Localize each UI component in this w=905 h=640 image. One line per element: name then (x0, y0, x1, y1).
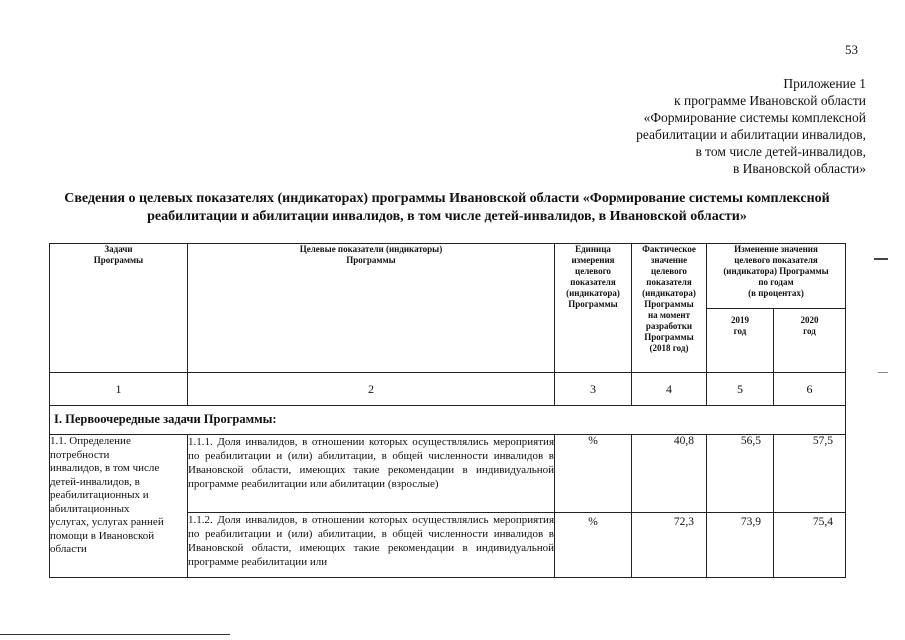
column-number-row (50, 373, 846, 406)
document-title (28, 190, 866, 226)
unit-cell: % (555, 435, 632, 513)
appendix-line: к программе Ивановской области (674, 93, 866, 108)
task-cell: 1.1. Определение потребности инвалидов, в том числе детей-инвалидов, в реабилитационных и абилитационных услугах, услугах ранней помощи в Ивановской области (50, 435, 188, 578)
column-number: 1 (50, 373, 188, 406)
appendix-line: Приложение 1 (783, 76, 866, 91)
indicator-cell: 1.1.1. Доля инвалидов, в отношении которых осуществлялись мероприятия по реабилитации и (или) абилитации, в общей численности инвалидов в Ивановской области, имеющих такие рекомендации в индивидуальной программе реабилитации или абилитации (взрослые) (188, 435, 555, 513)
column-number: 6 (774, 373, 846, 406)
value-2019-cell: 56,5 (707, 435, 774, 513)
footer-rule (0, 634, 230, 635)
header-unit: Единица измерения целевого показателя (индикатора) Программы (555, 244, 632, 373)
unit-cell: % (555, 513, 632, 578)
section-row (50, 406, 846, 435)
appendix-block (560, 75, 866, 177)
title-line-1: Сведения о целевых показателях (индикаторах) программы Ивановской области «Формирование системы комплексной (64, 191, 830, 206)
actual-value-cell: 72,3 (632, 513, 707, 578)
value-2020-cell: 75,4 (774, 513, 846, 578)
indicators-table (49, 243, 846, 578)
header-row-1 (50, 244, 846, 309)
column-number: 4 (632, 373, 707, 406)
header-year-2019: 2019 год (707, 309, 774, 373)
page-number: 53 (845, 42, 858, 57)
value-2020-cell: 57,5 (774, 435, 846, 513)
appendix-line: в том числе детей-инвалидов, (695, 144, 866, 159)
header-actual: Фактическое значение целевого показателя (индикатора) Программы на момент разработки Программы (2018 год) (632, 244, 707, 373)
column-number: 5 (707, 373, 774, 406)
appendix-line: реабилитации и абилитации инвалидов, (636, 127, 866, 142)
header-year-2020: 2020 год (774, 309, 846, 373)
column-number: 2 (188, 373, 555, 406)
scan-mark (878, 372, 888, 373)
column-number: 3 (555, 373, 632, 406)
title-line-2: реабилитации и абилитации инвалидов, в том числе детей-инвалидов, в Ивановской области» (147, 209, 747, 224)
header-change: Изменение значения целевого показателя (индикатора) Программы по годам (в процентах) (707, 244, 846, 309)
table-row (50, 435, 846, 513)
indicator-cell: 1.1.2. Доля инвалидов, в отношении которых осуществлялись мероприятия по реабилитации и (или) абилитации, в общей численности инвалидов в Ивановской области, имеющих такие рекомендации в индивидуальной программе реабилитации или (188, 513, 555, 578)
actual-value-cell: 40,8 (632, 435, 707, 513)
header-indicators: Целевые показатели (индикаторы) Программы (188, 244, 555, 373)
scan-mark (874, 258, 888, 260)
section-title: I. Первоочередные задачи Программы: (50, 406, 846, 435)
value-2019-cell: 73,9 (707, 513, 774, 578)
header-tasks: Задачи Программы (50, 244, 188, 373)
appendix-line: в Ивановской области» (732, 161, 866, 176)
appendix-line: «Формирование системы комплексной (643, 110, 866, 125)
